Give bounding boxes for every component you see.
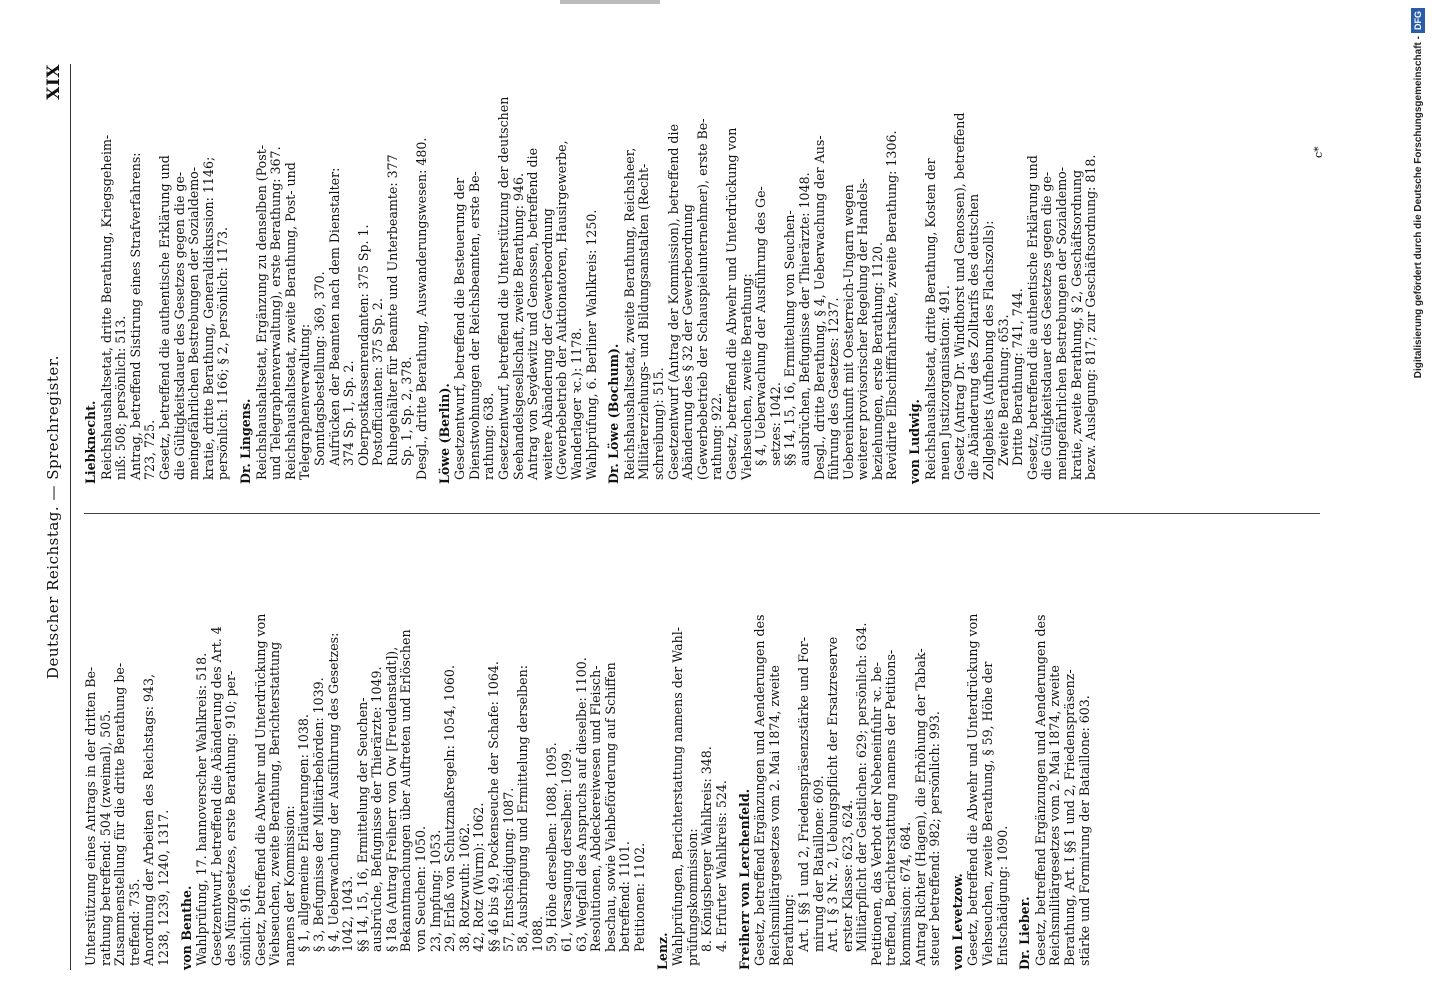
register-entry — [84, 552, 172, 970]
register-entry — [180, 552, 648, 970]
speaker-name: Löwe (Berlin). — [436, 383, 452, 484]
header-rule — [70, 64, 71, 970]
entry-line: Art. I § 3 Nr. 2, Uebungspflicht der Ersatzreserve — [825, 636, 841, 952]
speaker-name: Lenz. — [654, 932, 670, 970]
entry-line: von Seuchen: 1050. — [413, 825, 429, 952]
entry-line: Gesetz, betreffend die Abwehr und Unterdrückung von — [723, 127, 739, 480]
entry-line: beziehungen, erste Berathung: 1120. — [869, 241, 885, 480]
register-entry — [1018, 552, 1092, 970]
entry-line: Telegraphenverwaltung: — [297, 323, 313, 480]
entry-line: §§ 14, 15, 16, Ermittelung von Seuchen- — [782, 210, 798, 466]
entry-line: 38, Rotzwuth: 1062. — [456, 822, 472, 952]
entry-line: Reichshaushaltsetat, zweite Berathung, Reichsheer, — [621, 147, 637, 480]
speaker-name: von Levetzow. — [949, 873, 965, 970]
entry-line: Gesetz, betreffend die authentische Erklärung und — [156, 155, 172, 480]
entry-line: Antrag Richter (Hagen), die Erhöhung der Tabak- — [912, 648, 928, 966]
speaker-name: Dr. Löwe (Bochum). — [606, 343, 622, 484]
entry-line: Anordnung der Arbeiten des Reichstags: 943, — [141, 673, 157, 966]
register-entry — [951, 552, 1010, 970]
entry-line: Gesetz, betreffend die Abwehr und Unterdrückung von — [965, 613, 981, 966]
entry-line: Art. I §§ 1 und 2, Friedenspräsenzstärke und For- — [795, 637, 811, 952]
entry-line: Antrag, betreffend Sistirung eines Strafverfahrens: — [127, 152, 143, 480]
entry-line: Wahlprüfungen, Berichterstattung namens der Wahl- — [670, 627, 686, 966]
entry-line: Gesetzentwurf, betreffend die Unterstützung der deutschen — [496, 96, 512, 480]
entry-line: rathung: 638. — [481, 392, 497, 480]
speaker-name: von Benthe. — [178, 885, 194, 970]
entry-line: Seehandelsgesellschaft, zweite Berathung: 946. — [510, 172, 526, 480]
entry-line: Reichshaushaltsetat, dritte Berathung, Kriegsgeheim- — [98, 134, 114, 480]
entry-line: 58, Ausbringung und Ermittelung derselben: — [515, 665, 531, 952]
entry-line: §§ 46 bis 49, Pockenseuche der Schafe: 1064. — [486, 661, 502, 952]
entry-line: Abänderung des § 32 der Gewerbeordnung — [680, 204, 696, 480]
entry-line: Sp. 1, Sp. 2, 378. — [399, 356, 415, 466]
register-entry — [239, 66, 430, 484]
funding-credit-text: Digitalisierung gefördert durch die Deutsche Forschungsgemeinschaft - — [1413, 36, 1424, 379]
entry-line: namens der Kommission: — [281, 805, 297, 966]
speaker-name: Liebknecht. — [83, 400, 98, 484]
entry-line: Dritte Berathung: 741, 744. — [1010, 288, 1026, 466]
entry-line: steuer betreffend: 982; persönlich: 993. — [927, 711, 943, 966]
entry-line: Resolutionen, Abdeckereiwesen und Fleisch- — [588, 665, 604, 952]
entry-line: treffend, Berichterstattung namens der Petitions- — [883, 649, 899, 966]
entry-line: Gesetzentwurf, betreffend die Besteuerung der — [452, 177, 468, 480]
running-head — [44, 64, 70, 970]
entry-line: kommission: 674, 684. — [898, 821, 914, 966]
entry-line: Gesetzentwurf (Antrag der Kommission), betreffend die — [665, 124, 681, 480]
entry-line: Viehseuchen, zweite Berathung, § 59, Höhe der — [980, 661, 996, 966]
entry-line: Reichshaushaltsetat, Ergänzung zu denselben (Post- — [253, 144, 269, 480]
entry-line: Reichsmilitärgesetzes vom 2. Mai 1874, zweite — [766, 665, 782, 966]
entry-line: Viehseuchen, zweite Berathung: — [738, 273, 754, 480]
entry-line: (Gewerbebetrieb der Schauspielunternehmer), erste Be- — [694, 118, 710, 480]
entry-line: Zollgebiets (Aufhebung des Flachszolls): — [981, 220, 997, 480]
funding-credit — [1408, 0, 1430, 1000]
entry-line: Gesetz, betreffend Ergänzungen und Aenderungen des — [752, 614, 768, 966]
entry-line: Uebereinkunft mit Oesterreich-Ungarn wegen — [840, 184, 856, 480]
page-number: XIX — [44, 64, 64, 100]
entry-line: weitere Abänderung der Gewerbeordnung — [539, 208, 555, 480]
entry-line: bezw. Auslegung: 817; zur Geschäftsordnung: 818. — [1083, 154, 1099, 480]
entry-line: Zweite Berathung: 653. — [995, 314, 1011, 466]
entry-line: Entschädigung: 1090. — [994, 825, 1010, 966]
entry-line: (Gewerbebetrieb der Auktionatoren, Hausirgewerbe, — [554, 140, 570, 480]
entry-line: Viehseuchen, zweite Berathung, Berichterstattung — [267, 641, 283, 966]
entry-line: erster Klasse: 623, 624. — [839, 799, 855, 952]
entry-line: Petitionen: 1102. — [631, 842, 647, 952]
speaker-name: von Ludwig. — [907, 399, 923, 484]
register-entry — [438, 66, 600, 484]
entry-line: treffend: 735. — [126, 878, 142, 966]
entry-line: Reichsmilitärgesetzes vom 2. Mai 1874, zweite — [1047, 665, 1063, 966]
entry-line: kratie, zweite Berathung, § 2, Geschäftsordnung — [1068, 169, 1084, 480]
entry-line: Petitionen, das Verbot der Nebeneinfuhr ꝛc. be- — [868, 662, 884, 966]
right-column — [84, 66, 1107, 484]
entry-line: Bekanntmachungen über Auftreten und Erlöschen — [398, 629, 414, 952]
signature-mark: c* — [1312, 146, 1325, 158]
entry-line: setzes: 1042. — [767, 382, 783, 466]
entry-line: ausbrüche, Befugnisse der Thierärzte: 1049. — [369, 666, 385, 952]
entry-line: 723, 725. — [142, 419, 158, 480]
speaker-name: Dr. Lieber. — [1017, 896, 1033, 970]
entry-line: Revidirte Elbschifffahrtsakte, zweite Berathung: 1306. — [884, 130, 900, 480]
entry-line: §§ 14, 15, 16, Ermittelung der Seuchen- — [354, 697, 370, 952]
entry-line: 59, Höhe derselben: 1088, 1095. — [544, 742, 560, 952]
entry-line: ausbrüchen, Befugnisse der Thierärzte: 1048. — [796, 172, 812, 466]
entry-line: Unterstützung eines Antrags in der dritten Be- — [83, 666, 98, 966]
entry-line: rathung: 922. — [709, 392, 725, 480]
entry-line: Aufrücken der Beamten nach dem Dienstalter: — [326, 167, 342, 466]
entry-line: Zusammenstellung für die dritte Berathung be- — [112, 662, 128, 966]
column-divider — [84, 513, 1320, 514]
entry-line: mirung der Bataillone: 609. — [810, 775, 826, 952]
entry-line: Gesetz, betreffend die Abwehr und Unterdrückung von — [252, 613, 268, 966]
entry-line: § 4, Ueberwachung der Ausführung des Ge- — [753, 186, 769, 466]
entry-line: 1238, 1239, 1240, 1317. — [155, 809, 171, 966]
entry-line: Gesetz (Antrag Dr. Windthorst und Genossen), betreffend — [951, 112, 967, 480]
entry-line: § 4, Ueberwachung der Ausführung des Gesetzes: — [325, 632, 341, 952]
left-column — [84, 552, 1100, 970]
entry-line: 63, Wegfall des Anspruchs auf dieselbe: 1100. — [573, 657, 589, 952]
entry-line: Wanderlager ꝛc.): 1178. — [569, 327, 584, 480]
entry-line: Oberpostkassenrendanten: 375 Sp. 1. — [355, 224, 371, 466]
entry-line: meingefährlichen Bestrebungen der Sozialdemo- — [186, 167, 202, 480]
entry-line: Sonntagsbestellung: 369, 370. — [311, 271, 327, 466]
dfg-logo: DFG — [1411, 8, 1425, 33]
entry-line: 8. Königsberger Wahlkreis: 348. — [699, 746, 715, 952]
register-entry — [84, 66, 231, 484]
entry-line: prüfungskommission: — [684, 828, 700, 966]
register-entry — [656, 552, 730, 970]
entry-line: Reichshaushaltsetat, dritte Berathung, Kosten der — [922, 158, 938, 480]
entry-line: führung des Gesetzes: 1237. — [826, 297, 842, 480]
entry-line: Desgl., dritte Berathung, Auswanderungswesen: 480. — [414, 137, 430, 480]
entry-line: Postofficianten: 375 Sp. 2. — [370, 298, 386, 466]
entry-line: rathung betreffend: 504 (zweimal), 505. — [97, 709, 113, 966]
entry-line: Gesetzentwurf, betreffend die Abänderung des Art. 4 — [208, 626, 224, 966]
entry-line: betreffend: 1101. — [617, 841, 633, 952]
entry-line: 29, Erlaß von Schutzmaßregeln: 1054, 1060. — [442, 665, 458, 952]
entry-line: § 18a (Antrag Freiherr von Ow [Freudenstadt]), — [383, 646, 399, 952]
entry-line: § 1, allgemeine Erläuterungen: 1038. — [296, 714, 312, 952]
entry-line: Gesetz, betreffend die authentische Erklärung und — [1024, 155, 1040, 480]
entry-line: § 3, Befugnisse der Militärbehörden: 1039. — [310, 677, 326, 952]
speaker-name: Freiherr von Lerchenfeld. — [736, 788, 752, 970]
entry-line: Gesetz, betreffend Ergänzungen und Aenderungen des — [1032, 614, 1048, 966]
register-entry — [738, 552, 943, 970]
entry-line: kratie, dritte Berathung, Generaldiskussion: 1146; — [200, 156, 216, 480]
entry-line: weiterer provisorischer Regelung der Handels- — [855, 178, 871, 480]
entry-line: sönlich: 916. — [237, 884, 253, 966]
register-entry — [908, 66, 1099, 484]
running-head-title: Deutscher Reichstag. — Sprechregister. — [44, 354, 62, 680]
register-entry — [607, 66, 900, 484]
entry-line: Wahlprüfung, 17. hannoverscher Wahlkreis: 518. — [194, 652, 210, 966]
entry-line: beschau, sowie Viehbeförderung auf Schiffen — [602, 662, 618, 952]
funding-credit-strip — [1408, 0, 1430, 1000]
entry-line: 61, Versagung derselben: 1099. — [559, 748, 574, 952]
entry-line: Reichshaushaltsetat, zweite Berathung, Post- und — [282, 162, 298, 480]
entry-line: Desgl., dritte Berathung, § 4, Ueberwachung der Aus- — [811, 135, 827, 480]
entry-line: 1042, 1043. — [340, 875, 356, 952]
entry-line: neuen Justizorganisation: 491. — [937, 285, 953, 480]
entry-line: und Telegraphenverwaltung), erste Berathung: 367. — [268, 146, 284, 480]
entry-line: meingefährlichen Bestrebungen der Sozialdemo- — [1054, 167, 1069, 480]
entry-line: Berathung: — [781, 894, 797, 966]
speaker-name: Dr. Lingens. — [237, 398, 253, 484]
entry-line: 1088. — [529, 915, 545, 952]
entry-line: Dienstwohnungen der Reichsbeamten, erste Be- — [466, 171, 482, 480]
entry-line: niß: 508; persönlich: 513. — [113, 315, 129, 480]
entry-line: Militärerziehungs- und Bildungsanstalten (Recht- — [636, 163, 652, 480]
entry-line: schreibung): 515. — [650, 367, 666, 480]
entry-line: stärke und Formirung der Bataillone: 603. — [1076, 695, 1092, 966]
entry-line: persönlich: 1166; § 2, persönlich: 1173. — [215, 227, 231, 480]
entry-line: Wahlprüfung, 6. Berliner Wahlkreis: 1250. — [583, 209, 599, 480]
entry-line: 374 Sp. 1, Sp. 2. — [341, 360, 357, 466]
entry-line: 57, Entschädigung: 1087. — [500, 787, 516, 952]
entry-line: des Münzgesetzes, erste Berathung: 910; per- — [223, 670, 239, 966]
entry-line: Ruhegehälter für Beamte und Unterbeamte: 377 — [384, 154, 400, 466]
entry-line: 23, Impfung: 1053. — [427, 829, 443, 952]
entry-line: 42, Rotz (Wurm): 1062. — [471, 802, 487, 952]
entry-line: die Abänderung des Zolltarifs des deutschen — [966, 193, 982, 480]
entry-line: Militärpflicht der Geistlichen: 629; persönlich: 634. — [854, 622, 870, 952]
entry-line: Antrag von Seydewitz und Genossen, betreffend die — [525, 147, 541, 480]
entry-line: die Gültigkeitsdauer des Gesetzes gegen die ge- — [171, 171, 187, 480]
entry-line: die Gültigkeitsdauer des Gesetzes gegen die ge- — [1039, 171, 1055, 480]
entry-line: 4. Erfurter Wahlkreis: 524. — [713, 780, 729, 952]
entry-line: Berathung, Art. I §§ 1 und 2, Friedenspräsenz- — [1062, 669, 1077, 966]
